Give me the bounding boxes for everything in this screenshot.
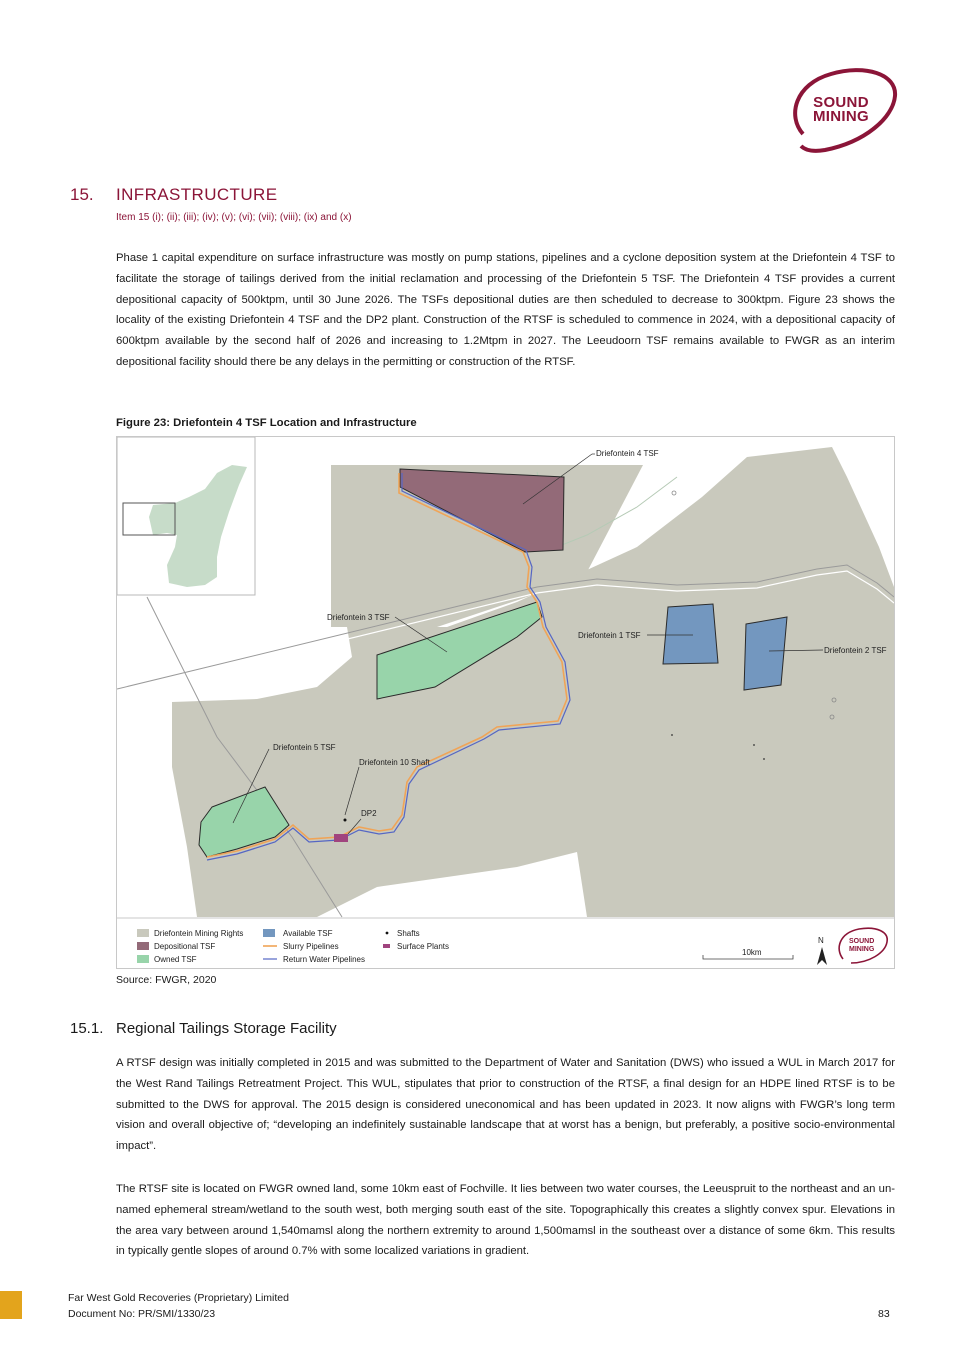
legend-mining-rights: Driefontein Mining Rights [154, 929, 244, 938]
legend-plants: Surface Plants [397, 942, 450, 951]
legend-slurry: Slurry Pipelines [283, 942, 339, 951]
driefontein-1-tsf [663, 604, 718, 664]
section-number: 15. [70, 185, 94, 204]
legend-swatch-plants [383, 944, 390, 948]
subsection-title: Regional Tailings Storage Facility [116, 1020, 337, 1037]
subsection-number: 15.1. [70, 1020, 104, 1037]
section-title: INFRASTRUCTURE [116, 185, 278, 204]
label-driefontein-10: Driefontein 10 Shaft [359, 758, 430, 767]
north-arrow-icon [817, 947, 827, 965]
scale-label: 10km [742, 948, 762, 957]
legend-swatch-depositional [137, 942, 149, 950]
map-svg [117, 437, 894, 968]
label-driefontein-5: Driefontein 5 TSF [273, 743, 336, 752]
paragraph-3: The RTSF site is located on FWGR owned land, some 10km east of Fochville. It lies between two water courses, the Leeuspruit to the northeast and an un-named ephemeral stream/wetland to the south west, both merging south east of the site. Topographically this creates a slightly convex spur. Elevations in the area vary between around 1,540mamsl along the northern extremity to around 1,500mamsl in the southeast over a distance of some 6km. This results in typically gentle slopes of around 0.7% with some localized variations in gradient. [116, 1183, 895, 1258]
map-logo-line-2: MINING [849, 946, 875, 953]
driefontein-2-tsf [744, 617, 787, 690]
logo-line-2: MINING [813, 108, 869, 125]
legend-swatch-shafts [386, 932, 389, 935]
legend-owned: Owned TSF [154, 955, 197, 964]
shaft-marker [671, 734, 673, 736]
shaft-marker [753, 744, 755, 746]
dp2-surface-plant [334, 834, 348, 842]
legend-swatch-owned [137, 955, 149, 963]
paragraph-2: A RTSF design was initially completed in 2015 and was submitted to the Department of Water and Sanitation (DWS) who issued a WUL in March 2017 for the West Rand Tailings Retreatment Project. This WUL, stipulates that prior to construction of the RTSF, a final design for an HDPE lined RTSF is to be submitted to the DWS for approval. The 2015 design is considered uneconomical and has been updated in 2023. It now aligns with FWGR’s long term vision and overall objective of; “developing an indefinitely sustainable landscape that at worst has a benign, but preferably, a positive socio-environmental impact”. [116, 1057, 895, 1153]
footer-company: Far West Gold Recoveries (Proprietary) Limited [68, 1292, 289, 1304]
figure-map [116, 436, 895, 969]
label-driefontein-3: Driefontein 3 TSF [327, 613, 390, 622]
label-driefontein-2: Driefontein 2 TSF [824, 646, 887, 655]
legend-available: Available TSF [283, 929, 333, 938]
legend-swatch-available [263, 929, 275, 937]
footer-document-number: Document No: PR/SMI/1330/23 [68, 1308, 216, 1320]
page-number: 83 [878, 1308, 890, 1320]
shaft-marker-10 [344, 819, 347, 822]
north-label: N [818, 936, 824, 945]
legend-shafts: Shafts [397, 929, 420, 938]
map-logo-line-1: SOUND [849, 938, 875, 945]
footer-accent-bar [0, 1291, 22, 1319]
target-marker [672, 491, 676, 495]
legend-return-water: Return Water Pipelines [283, 955, 365, 964]
logo-line-1: SOUND [813, 94, 869, 111]
figure-caption: Figure 23: Driefontein 4 TSF Location and Infrastructure [116, 417, 417, 429]
sound-mining-logo [785, 66, 903, 158]
shaft-marker [763, 758, 765, 760]
label-driefontein-1: Driefontein 1 TSF [578, 631, 641, 640]
section-subtitle: Item 15 (i); (ii); (iii); (iv); (v); (vi); (vii); (viii); (ix) and (x) [116, 212, 352, 223]
legend-depositional: Depositional TSF [154, 942, 216, 951]
label-driefontein-4: Driefontein 4 TSF [596, 449, 659, 458]
figure-source: Source: FWGR, 2020 [116, 974, 217, 986]
logo-text [785, 96, 897, 124]
label-dp2: DP2 [361, 809, 377, 818]
legend-swatch-mining-rights [137, 929, 149, 937]
paragraph-1: Phase 1 capital expenditure on surface infrastructure was mostly on pump stations, pipelines and a cyclone deposition system at the Driefontein 4 TSF to facilitate the storage of tailings derived from the initial reclamation and processing of the Driefontein 5 TSF. The Driefontein 4 TSF provides a current depositional capacity of 500ktpm, until 30 June 2026. The TSFs depositional duties are then scheduled to decrease to 300ktpm. Figure 23 shows the locality of the existing Driefontein 4 TSF and the DP2 plant. Construction of the RTSF is scheduled to commence in 2024, with a depositional capacity of 600ktpm available by the second half of 2026 and increasing to 1.2Mtpm in 2027. The Leeudoorn TSF remains available to FWGR as an interim depositional facility should there be any delays in the permitting or construction of the RTSF. [116, 252, 895, 368]
